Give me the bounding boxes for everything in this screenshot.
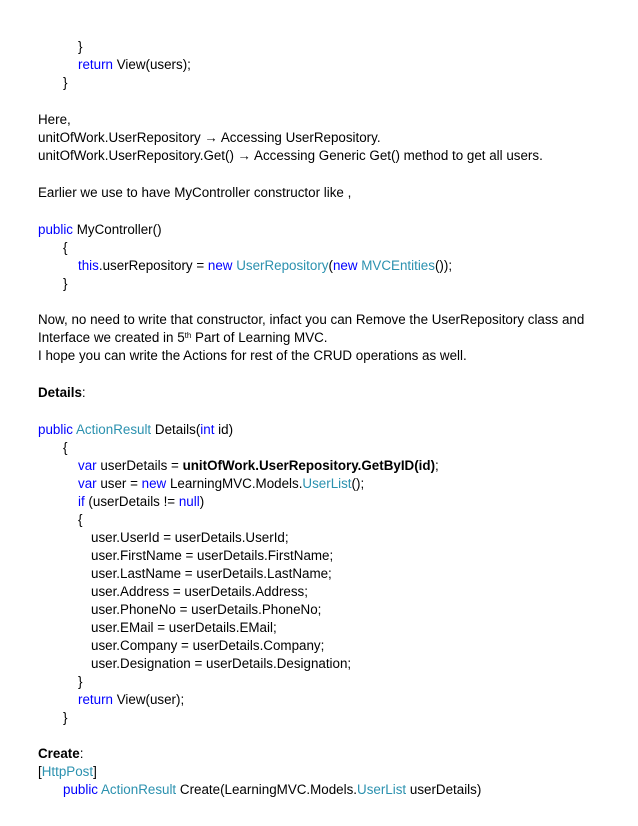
text-segment: Part of Learning MVC. — [191, 330, 328, 345]
document-line: { — [63, 440, 68, 455]
text-segment: id) — [214, 422, 234, 437]
code-keyword: this — [78, 258, 99, 273]
code-type: MVCEntities — [361, 258, 435, 273]
text-segment: ()); — [434, 258, 453, 273]
document-line: user.Company = userDetails.Company; — [91, 638, 325, 653]
code-keyword: new — [141, 476, 167, 491]
text-segment: ; — [435, 458, 439, 473]
document-line: user.PhoneNo = userDetails.PhoneNo; — [91, 602, 322, 617]
document-line: } — [63, 75, 68, 90]
code-keyword: null — [178, 494, 200, 509]
document-line: { — [78, 512, 83, 527]
document-line — [38, 221, 162, 239]
text-segment: [ — [38, 764, 42, 779]
code-keyword: new — [332, 258, 358, 273]
document-line: user.UserId = userDetails.UserId; — [91, 530, 289, 545]
code-type: UserList — [357, 782, 407, 797]
text-segment: Create(LearningMVC.Models. — [176, 782, 358, 797]
document-line: user.EMail = userDetails.EMail; — [91, 620, 277, 635]
document-line — [78, 475, 364, 493]
code-keyword: return — [78, 692, 113, 707]
code-keyword: new — [207, 258, 233, 273]
text-segment: ] — [93, 764, 97, 779]
document-line — [38, 763, 97, 781]
code-type: ActionResult — [100, 782, 177, 797]
document-line — [38, 421, 233, 439]
document-line — [38, 329, 328, 347]
code-keyword: return — [78, 57, 113, 72]
text-segment: MyController() — [73, 222, 162, 237]
document-line — [78, 257, 452, 275]
text-segment: (userDetails != — [84, 494, 179, 509]
document-line: } — [78, 39, 83, 54]
text-segment: : — [79, 746, 84, 761]
code-keyword: var — [78, 458, 97, 473]
document-line: { — [63, 240, 68, 255]
document-line — [63, 781, 481, 799]
code-keyword: public — [63, 782, 98, 797]
code-keyword: int — [200, 422, 215, 437]
code-keyword: var — [78, 476, 97, 491]
text-segment: userDetails) — [406, 782, 482, 797]
text-segment: ( — [328, 258, 333, 273]
document-line — [78, 457, 439, 475]
document-line: user.Designation = userDetails.Designation; — [91, 656, 352, 671]
document-line: unitOfWork.UserRepository.Get() → Accessing Generic Get() method to get all users. — [38, 148, 543, 163]
text-segment: View(user); — [112, 692, 185, 707]
document-line: } — [78, 674, 83, 689]
document-line: Now, no need to write that constructor, infact you can Remove the UserRepository class and — [38, 312, 585, 327]
text-segment: user = — [96, 476, 142, 491]
document-line: Earlier we use to have MyController constructor like , — [38, 185, 352, 200]
code-type: UserList — [302, 476, 352, 491]
text-segment: View(users); — [112, 57, 191, 72]
document-line: user.Address = userDetails.Address; — [91, 584, 308, 599]
document-line — [38, 384, 86, 402]
text-segment: (); — [351, 476, 365, 491]
bold-text: Create — [38, 746, 80, 761]
bold-text: unitOfWork.UserRepository.GetByID(id) — [182, 458, 436, 473]
document-line: Here, — [38, 112, 71, 127]
code-type: ActionResult — [75, 422, 152, 437]
document-line: } — [63, 710, 68, 725]
document-line: user.LastName = userDetails.LastName; — [91, 566, 332, 581]
text-segment: : — [81, 385, 86, 400]
text-segment: LearningMVC.Models. — [166, 476, 303, 491]
code-type: UserRepository — [236, 258, 329, 273]
document-line: user.FirstName = userDetails.FirstName; — [91, 548, 334, 563]
code-keyword: public — [38, 422, 73, 437]
code-keyword: if — [78, 494, 85, 509]
document-line: unitOfWork.UserRepository → Accessing UserRepository. — [38, 130, 381, 145]
bold-text: Details — [38, 385, 82, 400]
document-line — [78, 493, 204, 511]
code-keyword: public — [38, 222, 73, 237]
document-line: I hope you can write the Actions for rest of the CRUD operations as well. — [38, 348, 467, 363]
document-line — [78, 691, 184, 709]
document-line: } — [63, 276, 68, 291]
text-segment: Details( — [151, 422, 201, 437]
code-type: HttpPost — [41, 764, 94, 779]
text-segment: userDetails = — [96, 458, 183, 473]
superscript: th — [184, 331, 192, 340]
text-segment: Interface we created in 5 — [38, 330, 185, 345]
text-segment: ) — [199, 494, 205, 509]
text-segment: .userRepository = — [98, 258, 208, 273]
document-line — [78, 56, 191, 74]
document-line — [38, 745, 83, 763]
